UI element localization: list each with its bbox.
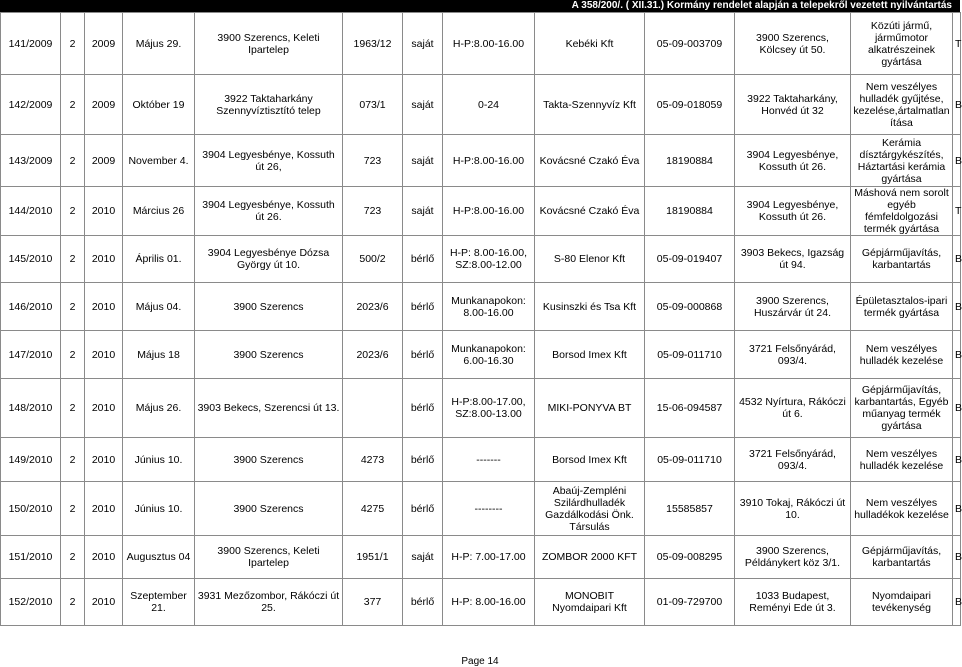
cell-hours: H-P:8.00-16.00 <box>443 187 535 236</box>
cell-seq: 2 <box>61 536 85 579</box>
cell-site-address: 3904 Legyesbénye, Kossuth út 26. <box>195 187 343 236</box>
cell-reg-no: 151/2010 <box>1 536 61 579</box>
cell-year: 2009 <box>85 13 123 75</box>
cell-activity: Máshová nem sorolt egyéb fémfeldolgozási termék gyártása <box>851 187 953 236</box>
cell-operator: Borsod Imex Kft <box>535 438 645 482</box>
cell-category: B <box>953 438 961 482</box>
cell-category: B <box>953 135 961 187</box>
cell-date: Március 26 <box>123 187 195 236</box>
cell-year: 2010 <box>85 283 123 331</box>
cell-operator: Kovácsné Czakó Éva <box>535 135 645 187</box>
cell-hours: ------- <box>443 438 535 482</box>
cell-seq: 2 <box>61 283 85 331</box>
table-row <box>1 331 961 379</box>
telep-register-table <box>0 12 961 626</box>
cell-activity: Közúti jármű, járműmotor alkatrészeinek gyártása <box>851 13 953 75</box>
cell-reg-id: 18190884 <box>645 135 735 187</box>
cell-date: Június 10. <box>123 438 195 482</box>
cell-lot: 073/1 <box>343 75 403 135</box>
cell-site-address: 3904 Legyesbénye Dózsa György út 10. <box>195 236 343 283</box>
cell-activity: Gépjárműjavítás, karbantartás, Egyéb műanyag termék gyártása <box>851 379 953 438</box>
cell-reg-id: 05-09-011710 <box>645 438 735 482</box>
cell-seq: 2 <box>61 75 85 135</box>
cell-year: 2010 <box>85 379 123 438</box>
cell-lot: 377 <box>343 579 403 626</box>
table-row <box>1 135 961 187</box>
table-row <box>1 438 961 482</box>
cell-reg-id: 05-09-000868 <box>645 283 735 331</box>
cell-reg-no: 148/2010 <box>1 379 61 438</box>
cell-category: B <box>953 331 961 379</box>
cell-operator: Borsod Imex Kft <box>535 331 645 379</box>
cell-hours: H-P:8.00-16.00 <box>443 13 535 75</box>
cell-category: B <box>953 579 961 626</box>
cell-reg-no: 149/2010 <box>1 438 61 482</box>
cell-activity: Gépjárműjavítás, karbantartás <box>851 236 953 283</box>
cell-category: B <box>953 482 961 536</box>
cell-reg-id: 15-06-094587 <box>645 379 735 438</box>
cell-category: B <box>953 379 961 438</box>
cell-date: Május 04. <box>123 283 195 331</box>
cell-ownership: bérlő <box>403 438 443 482</box>
cell-operator: Abaúj-Zempléni Szilárdhulladék Gazdálkodási Önk. Társulás <box>535 482 645 536</box>
cell-site-address: 3922 Taktaharkány Szennyvíztisztító telep <box>195 75 343 135</box>
cell-reg-id: 15585857 <box>645 482 735 536</box>
cell-lot: 4273 <box>343 438 403 482</box>
cell-reg-id: 05-09-019407 <box>645 236 735 283</box>
cell-ownership: bérlő <box>403 331 443 379</box>
cell-seq: 2 <box>61 438 85 482</box>
cell-operator-address: 3900 Szerencs, Huszárvár út 24. <box>735 283 851 331</box>
cell-activity: Kerámia dísztárgykészítés, Háztartási kerámia gyártása <box>851 135 953 187</box>
cell-seq: 2 <box>61 236 85 283</box>
cell-lot: 500/2 <box>343 236 403 283</box>
cell-ownership: bérlő <box>403 482 443 536</box>
cell-category: B <box>953 536 961 579</box>
cell-reg-no: 146/2010 <box>1 283 61 331</box>
cell-year: 2009 <box>85 135 123 187</box>
cell-date: Október 19 <box>123 75 195 135</box>
cell-reg-no: 147/2010 <box>1 331 61 379</box>
cell-reg-id: 18190884 <box>645 187 735 236</box>
cell-operator-address: 3903 Bekecs, Igazság út 94. <box>735 236 851 283</box>
document-header-banner <box>0 0 960 12</box>
cell-activity: Nyomdaipari tevékenység <box>851 579 953 626</box>
cell-operator: Kovácsné Czakó Éva <box>535 187 645 236</box>
cell-hours: 0-24 <box>443 75 535 135</box>
cell-year: 2009 <box>85 75 123 135</box>
cell-date: Augusztus 04 <box>123 536 195 579</box>
cell-category: B <box>953 283 961 331</box>
cell-operator-address: 3721 Felsőnyárád, 093/4. <box>735 438 851 482</box>
cell-reg-no: 144/2010 <box>1 187 61 236</box>
cell-reg-no: 142/2009 <box>1 75 61 135</box>
cell-hours: Munkanapokon: 8.00-16.00 <box>443 283 535 331</box>
cell-ownership: bérlő <box>403 379 443 438</box>
table-row <box>1 75 961 135</box>
cell-site-address: 3931 Mezőzombor, Rákóczi út 25. <box>195 579 343 626</box>
cell-date: Május 29. <box>123 13 195 75</box>
cell-ownership: saját <box>403 187 443 236</box>
cell-reg-id: 05-09-011710 <box>645 331 735 379</box>
cell-site-address: 3900 Szerencs <box>195 482 343 536</box>
cell-reg-id: 05-09-018059 <box>645 75 735 135</box>
cell-lot <box>343 379 403 438</box>
cell-seq: 2 <box>61 579 85 626</box>
cell-year: 2010 <box>85 236 123 283</box>
cell-year: 2010 <box>85 482 123 536</box>
cell-lot: 1951/1 <box>343 536 403 579</box>
table-row <box>1 187 961 236</box>
cell-reg-id: 01-09-729700 <box>645 579 735 626</box>
cell-reg-no: 141/2009 <box>1 13 61 75</box>
cell-lot: 2023/6 <box>343 331 403 379</box>
cell-site-address: 3900 Szerencs <box>195 331 343 379</box>
page-footer <box>0 656 960 667</box>
cell-seq: 2 <box>61 331 85 379</box>
cell-activity: Nem veszélyes hulladék kezelése <box>851 438 953 482</box>
cell-ownership: bérlő <box>403 236 443 283</box>
table-row <box>1 13 961 75</box>
cell-lot: 4275 <box>343 482 403 536</box>
cell-site-address: 3900 Szerencs, Keleti Ipartelep <box>195 13 343 75</box>
cell-year: 2010 <box>85 438 123 482</box>
cell-operator: S-80 Elenor Kft <box>535 236 645 283</box>
cell-ownership: bérlő <box>403 283 443 331</box>
table-row <box>1 283 961 331</box>
cell-category: B <box>953 75 961 135</box>
cell-lot: 1963/12 <box>343 13 403 75</box>
cell-reg-id: 05-09-008295 <box>645 536 735 579</box>
cell-reg-no: 143/2009 <box>1 135 61 187</box>
cell-ownership: saját <box>403 536 443 579</box>
cell-activity: Nem veszélyes hulladék kezelése <box>851 331 953 379</box>
cell-operator-address: 3922 Taktaharkány, Honvéd út 32 <box>735 75 851 135</box>
cell-seq: 2 <box>61 482 85 536</box>
cell-date: Április 01. <box>123 236 195 283</box>
cell-date: November 4. <box>123 135 195 187</box>
cell-operator-address: 4532 Nyírtura, Rákóczi út 6. <box>735 379 851 438</box>
cell-lot: 723 <box>343 187 403 236</box>
cell-category: T <box>953 187 961 236</box>
cell-reg-no: 150/2010 <box>1 482 61 536</box>
cell-category: T <box>953 13 961 75</box>
cell-operator-address: 3721 Felsőnyárád, 093/4. <box>735 331 851 379</box>
cell-year: 2010 <box>85 579 123 626</box>
cell-hours: H-P: 8.00-16.00 <box>443 579 535 626</box>
cell-year: 2010 <box>85 331 123 379</box>
table-row <box>1 482 961 536</box>
cell-hours: Munkanapokon: 6.00-16.30 <box>443 331 535 379</box>
cell-seq: 2 <box>61 13 85 75</box>
cell-site-address: 3900 Szerencs <box>195 283 343 331</box>
cell-operator-address: 3904 Legyesbénye, Kossuth út 26. <box>735 135 851 187</box>
cell-year: 2010 <box>85 536 123 579</box>
cell-operator-address: 3910 Tokaj, Rákóczi út 10. <box>735 482 851 536</box>
page-number: Page 14 <box>461 656 499 667</box>
cell-site-address: 3903 Bekecs, Szerencsi út 13. <box>195 379 343 438</box>
cell-operator-address: 3900 Szerencs, Kölcsey út 50. <box>735 13 851 75</box>
cell-site-address: 3904 Legyesbénye, Kossuth út 26, <box>195 135 343 187</box>
cell-operator-address: 3904 Legyesbénye, Kossuth út 26. <box>735 187 851 236</box>
cell-date: Május 18 <box>123 331 195 379</box>
cell-operator-address: 3900 Szerencs, Példánykert köz 3/1. <box>735 536 851 579</box>
cell-activity: Nem veszélyes hulladékok kezelése <box>851 482 953 536</box>
cell-hours: H-P:8.00-17.00, SZ:8.00-13.00 <box>443 379 535 438</box>
cell-reg-id: 05-09-003709 <box>645 13 735 75</box>
cell-operator-address: 1033 Budapest, Reményi Ede út 3. <box>735 579 851 626</box>
cell-seq: 2 <box>61 135 85 187</box>
table-row <box>1 579 961 626</box>
table-row <box>1 536 961 579</box>
cell-ownership: bérlő <box>403 579 443 626</box>
cell-hours: -------- <box>443 482 535 536</box>
cell-seq: 2 <box>61 187 85 236</box>
cell-operator: Kusinszki és Tsa Kft <box>535 283 645 331</box>
cell-year: 2010 <box>85 187 123 236</box>
cell-operator: Takta-Szennyvíz Kft <box>535 75 645 135</box>
cell-operator: ZOMBOR 2000 KFT <box>535 536 645 579</box>
cell-lot: 723 <box>343 135 403 187</box>
cell-ownership: saját <box>403 75 443 135</box>
cell-activity: Gépjárműjavítás, karbantartás <box>851 536 953 579</box>
cell-activity: Nem veszélyes hulladék gyűjtése, kezelése,ártalmatlanítása <box>851 75 953 135</box>
cell-site-address: 3900 Szerencs <box>195 438 343 482</box>
cell-date: Május 26. <box>123 379 195 438</box>
cell-ownership: saját <box>403 135 443 187</box>
cell-seq: 2 <box>61 379 85 438</box>
cell-ownership: saját <box>403 13 443 75</box>
table-row <box>1 236 961 283</box>
table-row <box>1 379 961 438</box>
cell-operator: MONOBIT Nyomdaipari Kft <box>535 579 645 626</box>
cell-operator: MIKI-PONYVA BT <box>535 379 645 438</box>
cell-date: Június 10. <box>123 482 195 536</box>
cell-category: B <box>953 236 961 283</box>
cell-reg-no: 145/2010 <box>1 236 61 283</box>
cell-date: Szeptember 21. <box>123 579 195 626</box>
document-header-title: A 358/200/. ( XII.31.) Kormány rendelet alapján a telepekről vezetett nyilvántartás <box>571 0 952 11</box>
cell-reg-no: 152/2010 <box>1 579 61 626</box>
cell-activity: Épületasztalos-ipari termék gyártása <box>851 283 953 331</box>
cell-hours: H-P:8.00-16.00 <box>443 135 535 187</box>
cell-operator: Kebéki Kft <box>535 13 645 75</box>
cell-lot: 2023/6 <box>343 283 403 331</box>
cell-hours: H-P: 7.00-17.00 <box>443 536 535 579</box>
cell-site-address: 3900 Szerencs, Keleti Ipartelep <box>195 536 343 579</box>
cell-hours: H-P: 8.00-16.00, SZ:8.00-12.00 <box>443 236 535 283</box>
